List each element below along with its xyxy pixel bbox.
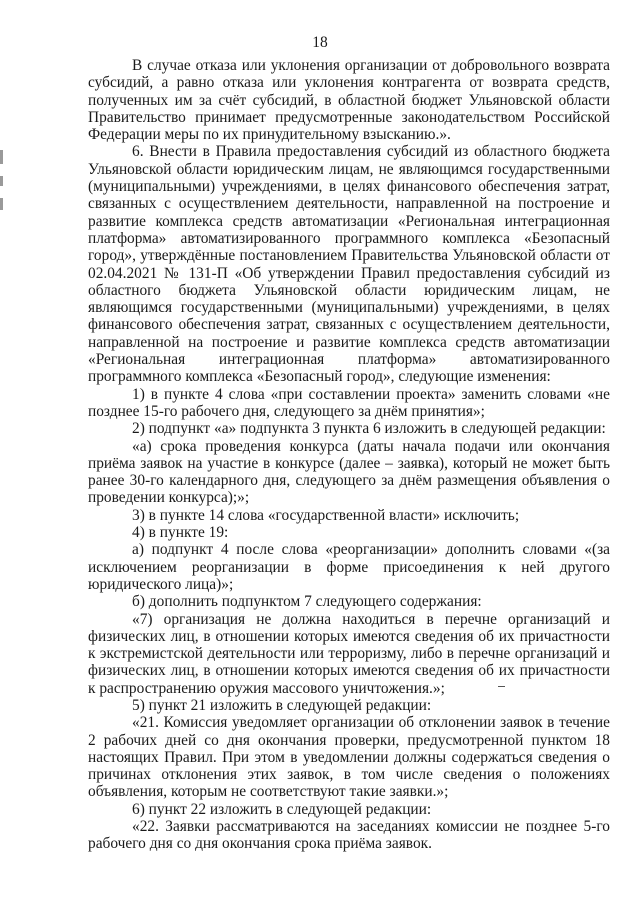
scan-edge-mark	[0, 198, 3, 210]
paragraph: 3) в пункте 14 слова «государственной власти» исключить;	[132, 506, 520, 524]
paragraph: 4) в пункте 19:	[132, 524, 229, 542]
paragraph: а) подпункт 4 после слова «реорганизации» дополнить словами «(за исключением реорганизации в форме присоединения к ней другого юридического лица)»;	[88, 541, 610, 593]
paragraph: «21. Комиссия уведомляет организации об отклонении заявок в течение 2 рабочих дней со дня окончания проверки, предусмотренной пунктом 18 настоящих Правил. При этом в уведомлении должны содержаться сведения о причинах отклонения этих заявок, в том числе сведения о положениях объявления, которым не соответствуют такие заявки.»;	[88, 714, 610, 801]
document-body	[88, 57, 610, 853]
paragraph: «22. Заявки рассматриваются на заседаниях комиссии не позднее 5-го рабочего дня со дня окончания срока приёма заявок.	[88, 818, 610, 853]
paragraph: «а) срока проведения конкурса (даты начала подачи или окончания приёма заявок на участие в конкурсе (далее – заявка), который не может быть ранее 30-го календарного дня, следующего за днём размещения объявления о проведении конкурса);»;	[88, 437, 610, 507]
paragraph: 6. Внести в Правила предоставления субсидий из областного бюджета Ульяновской области юридическим лицам, не являющимся государственными (муниципальными) учреждениями, в целях финансового обеспечения затрат, связанных с осуществлением деятельности, направленной на построение и развитие комплекса средств автоматизации «Региональная интеграционная платформа» автоматизированного программного комплекса «Безопасный город», утверждённые постановлением Правительства Ульяновской области от 02.04.2021 № 131-П «Об утверждении Правил предоставления субсидий из областного бюджета Ульяновской области юридическим лицам, не являющимся государственными (муниципальными) учреждениями, в целях финансового обеспечения затрат, связанных с осуществлением деятельности, направленной на построение и развитие комплекса средств автоматизации «Региональная интеграционная платформа» автоматизированного программного комплекса «Безопасный город», следующие изменения:	[88, 143, 610, 386]
scan-edge-mark	[0, 176, 3, 186]
paragraph: 1) в пункте 4 слова «при составлении проекта» заменить словами «не позднее 15-го рабочего дня, следующего за днём принятия»;	[88, 385, 610, 420]
paragraph: 2) подпункт «а» подпункта 3 пункта 6 изложить в следующей редакции:	[132, 420, 606, 438]
scan-edge-mark	[0, 150, 3, 164]
paragraph: 5) пункт 21 изложить в следующей редакции:	[132, 696, 432, 714]
paragraph: 6) пункт 22 изложить в следующей редакции:	[132, 800, 432, 818]
paragraph: В случае отказа или уклонения организации от добровольного возврата субсидий, а равно отказа или уклонения контрагента от возврата средств, полученных им за счёт субсидий, в областной бюджет Ульяновской области Правительство принимает предусмотренные законодательством Российской Федерации меры по их принудительному взысканию.».	[88, 57, 610, 144]
paragraph: б) дополнить подпунктом 7 следующего содержания:	[132, 593, 482, 611]
paragraph: «7) организация не должна находиться в перечне организаций и физических лиц, в отношении которых имеются сведения об их причастности к экстремистской деятельности или терроризму, либо в перечне организаций и физических лиц, в отношении которых имеются сведения об их причастности к распространению оружия массового уничтожения.»;	[88, 610, 610, 697]
page-number: 18	[312, 34, 328, 51]
